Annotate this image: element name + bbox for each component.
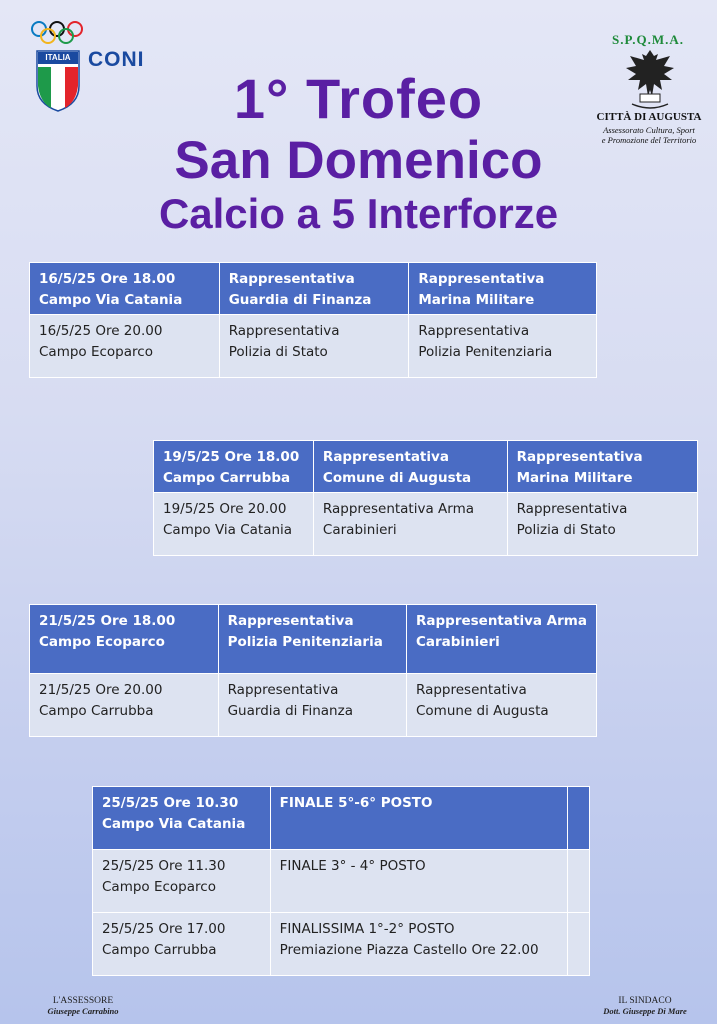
cell-text-line: Rappresentativa (415, 682, 527, 698)
title-line-3: Calcio a 5 Interforze (158, 190, 559, 237)
table-row (154, 441, 698, 493)
cell-text-line: Campo Carrubba (39, 703, 154, 719)
cell-text-line: Rappresentativa (227, 613, 354, 629)
cell-text-line: Rappresentativa (418, 323, 530, 339)
cell-text-line: Campo Carrubba (163, 470, 291, 486)
team-cell (218, 605, 406, 674)
cell-text-line: Rappresentativa (227, 682, 339, 698)
assessore-role: L'ASSESSORE (52, 996, 114, 1006)
team-cell (313, 441, 507, 493)
cell-text-line: Rappresentativa (228, 271, 355, 287)
match-time-cell (93, 787, 271, 850)
cell-text-line: Rappresentativa (418, 271, 545, 287)
schedule-table-19-may (153, 440, 698, 556)
cell-text-line: 25/5/25 Ore 11.30 (102, 858, 226, 874)
cell-text-line: Rappresentativa (516, 501, 628, 517)
team-cell (406, 674, 596, 737)
cell-text-line: 21/5/25 Ore 20.00 (39, 682, 163, 698)
cell-text-line: Rappresentativa Arma (322, 501, 475, 517)
team-cell (409, 315, 597, 378)
cell-text-line: 19/5/25 Ore 18.00 (163, 449, 300, 465)
olympic-rings-icon (30, 20, 84, 46)
cell-text-line: Marina Militare (516, 470, 633, 486)
cell-text-line: Comune di Augusta (322, 470, 472, 486)
cell-text-line: Campo Via Catania (163, 522, 293, 538)
cell-text-line: Rappresentativa Arma (415, 613, 587, 629)
table-row (30, 315, 597, 378)
city-name: CITTÀ DI AUGUSTA (596, 111, 702, 123)
match-time-cell (30, 263, 220, 315)
team-cell (219, 315, 409, 378)
empty-cell (568, 850, 590, 913)
table-row (93, 850, 590, 913)
match-time-cell (30, 605, 219, 674)
cell-text-line: 19/5/25 Ore 20.00 (163, 501, 287, 517)
table-row (93, 787, 590, 850)
cell-text-line: Campo Carrubba (102, 942, 217, 958)
match-time-cell (30, 674, 219, 737)
spqma-text: S.P.Q.M.A. (612, 32, 684, 47)
sindaco-signature (590, 996, 700, 1016)
department-line-1: Assessorato Cultura, Sport (603, 125, 695, 135)
final-cell (270, 787, 567, 850)
final-cell (270, 913, 567, 976)
team-cell (507, 493, 697, 556)
table-row (30, 605, 597, 674)
cell-text-line: Polizia di Stato (228, 344, 328, 360)
cell-text-line: Rappresentativa (228, 323, 340, 339)
cell-text-line: Carabinieri (415, 634, 500, 650)
schedule-table-21-may (29, 604, 597, 737)
cell-text-line: Guardia di Finanza (228, 292, 372, 308)
italia-label: ITALIA (45, 53, 71, 62)
team-cell (219, 263, 409, 315)
cell-text-line: 25/5/25 Ore 10.30 (102, 795, 239, 811)
cell-text-line: Campo Ecoparco (39, 344, 153, 360)
team-cell (507, 441, 697, 493)
cell-text-line: Marina Militare (418, 292, 535, 308)
final-cell (270, 850, 567, 913)
cell-text-line: Premiazione Piazza Castello Ore 22.00 (279, 942, 539, 958)
team-cell (313, 493, 507, 556)
assessore-signature (28, 996, 138, 1016)
title-line-2: San Domenico (174, 131, 543, 190)
team-cell (218, 674, 406, 737)
cell-text-line: 16/5/25 Ore 20.00 (39, 323, 163, 339)
department-line-2: e Promozione del Territorio (601, 135, 697, 145)
cell-text-line: Guardia di Finanza (227, 703, 353, 719)
assessore-name: Giuseppe Carrabino (47, 1006, 119, 1016)
cell-text-line: Campo Ecoparco (102, 879, 216, 895)
cell-text-line: FINALE 5°-6° POSTO (279, 795, 433, 811)
team-cell (406, 605, 596, 674)
cell-text-line: 25/5/25 Ore 17.00 (102, 921, 226, 937)
schedule-table-16-may (29, 262, 597, 378)
match-time-cell (154, 441, 314, 493)
title-line-1: 1° Trofeo (233, 67, 484, 130)
cell-text-line: Comune di Augusta (415, 703, 549, 719)
cell-text-line: FINALISSIMA 1°-2° POSTO (279, 921, 455, 937)
cell-text-line: 21/5/25 Ore 18.00 (39, 613, 176, 629)
schedule-table-finals (92, 786, 590, 976)
match-time-cell (30, 315, 220, 378)
table-row (30, 674, 597, 737)
cell-text-line: Campo Via Catania (39, 292, 183, 308)
sindaco-role: IL SINDACO (618, 996, 672, 1006)
empty-cell (568, 787, 590, 850)
cell-text-line: Campo Via Catania (102, 816, 246, 832)
table-row (93, 913, 590, 976)
match-time-cell (93, 913, 271, 976)
sindaco-name: Dott. Giuseppe Di Mare (603, 1006, 687, 1016)
cell-text-line: FINALE 3° - 4° POSTO (279, 858, 426, 874)
cell-text-line: 16/5/25 Ore 18.00 (39, 271, 176, 287)
table-row (30, 263, 597, 315)
cell-text-line: Rappresentativa (516, 449, 643, 465)
cell-text-line: Polizia di Stato (516, 522, 616, 538)
cell-text-line: Campo Ecoparco (39, 634, 165, 650)
match-time-cell (154, 493, 314, 556)
empty-cell (568, 913, 590, 976)
cell-text-line: Carabinieri (322, 522, 397, 538)
cell-text-line: Polizia Penitenziaria (418, 344, 553, 360)
cell-text-line: Rappresentativa (322, 449, 449, 465)
coni-logo-text: CONI (88, 48, 145, 71)
cell-text-line: Polizia Penitenziaria (227, 634, 383, 650)
team-cell (409, 263, 597, 315)
table-row (154, 493, 698, 556)
match-time-cell (93, 850, 271, 913)
